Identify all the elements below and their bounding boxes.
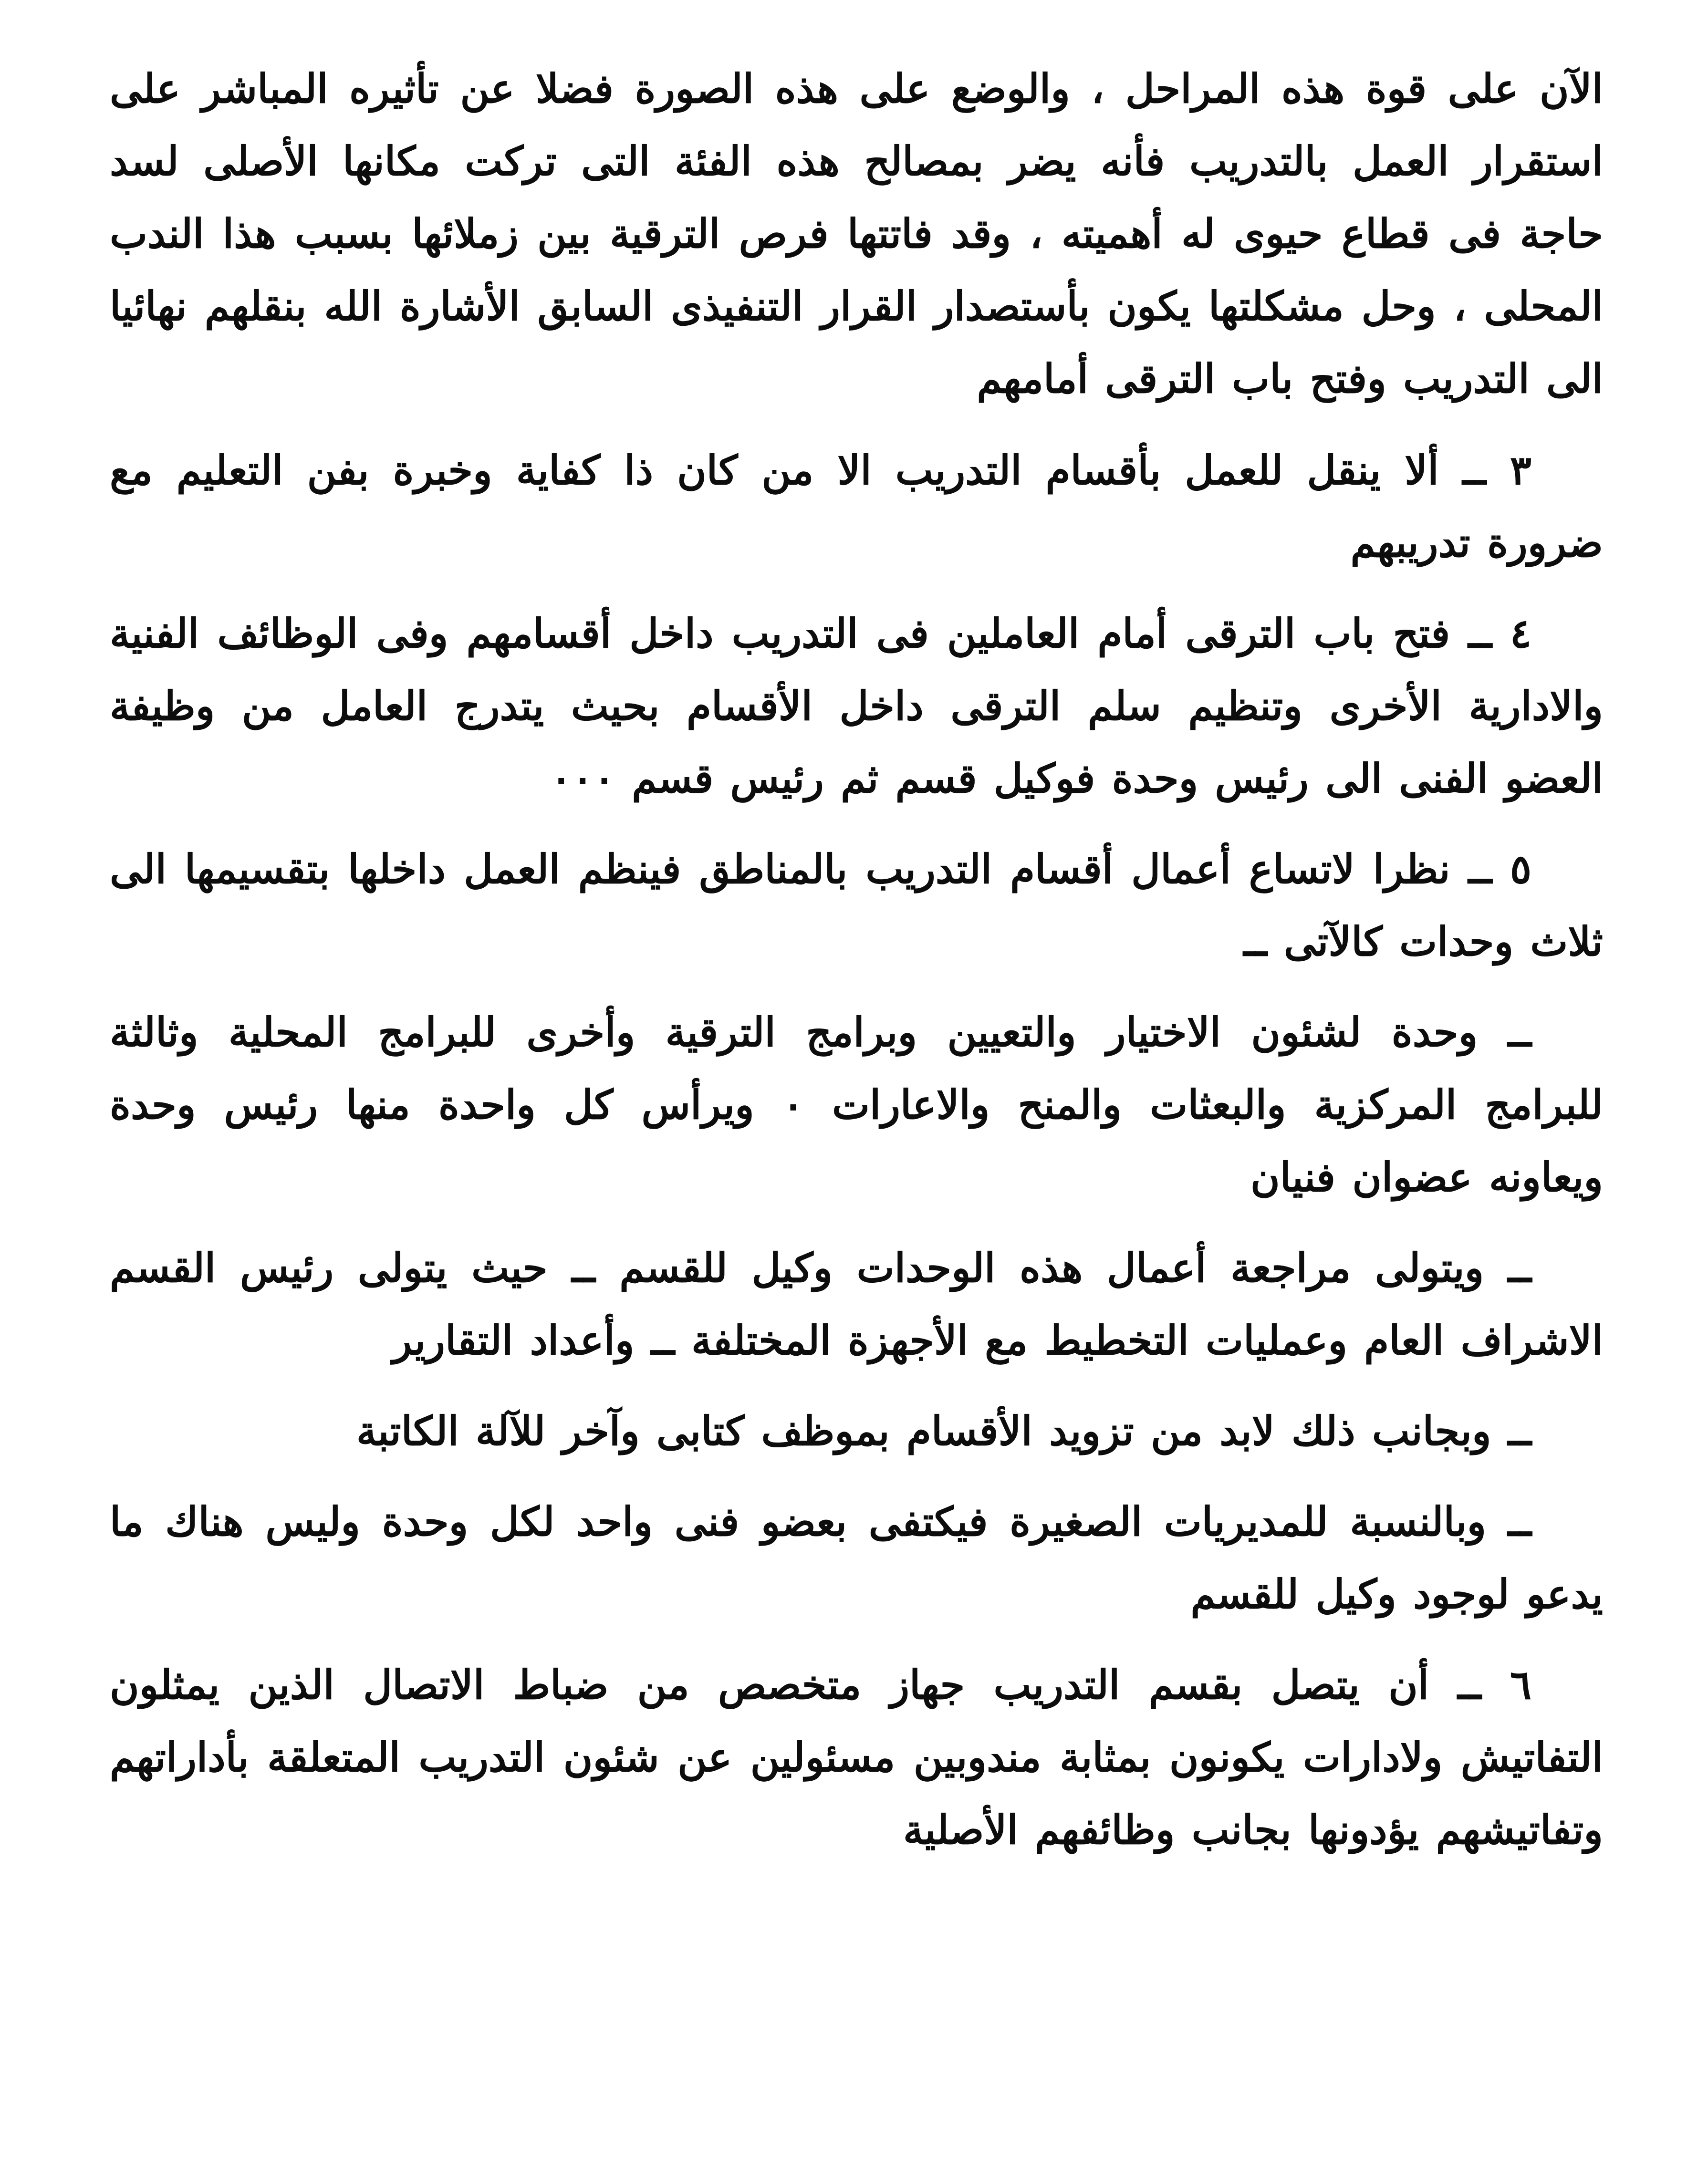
paragraph-continuation: الآن على قوة هذه المراحل ، والوضع على هذه الصورة فضلا عن تأثيره المباشر على استقرار العمل بالتدريب فأنه يضر بمصالح هذه الفئة التى تركت مكانها الأصلى لسد حاجة فى قطاع حيوى له أهميته ، وقد فاتتها فرص الترقية بين زملائها بسبب هذا الندب المحلى ، وحل مشكلتها يكون بأستصدار القرار التنفيذى السابق الأشارة الله بنقلهم نهائيا الى التدريب وفتح باب الترقى أمامهم <box>110 65 1603 402</box>
paragraph-item-4: ٤ ــ فتح باب الترقى أمام العاملين فى التدريب داخل أقسامهم وفى الوظائف الفنية والادارية الأخرى وتنظيم سلم الترقى داخل الأقسام بحيث يتدرج العامل من وظيفة العضو الفنى الى رئيس وحدة فوكيل قسم ثم رئيس قسم ٠٠٠ <box>110 610 1603 802</box>
paragraph-item-5-units: ــ وحدة لشئون الاختيار والتعيين وبرامج الترقية وأخرى للبرامج المحلية وثالثة للبرامج المركزية والبعثات والمنح والاعارات ٠ ويرأس كل واحدة منها رئيس وحدة ويعاونه عضوان فنيان <box>110 1008 1603 1201</box>
paragraph-item-3: ٣ ــ ألا ينقل للعمل بأقسام التدريب الا من كان ذا كفاية وخبرة بفن التعليم مع ضرورة تدريبهم <box>110 447 1603 566</box>
document-page <box>110 52 1603 2142</box>
paragraph-item-5-staff: ــ وبجانب ذلك لابد من تزويد الأقسام بموظف كتابى وآخر للآلة الكاتبة <box>356 1407 1531 1454</box>
paragraph-item-6: ٦ ــ أن يتصل بقسم التدريب جهاز متخصص من ضباط الاتصال الذين يمثلون التفاتيش ولادارات يكونون بمثابة مندوبين مسئولين عن شئون التدريب المتعلقة بأداراتهم وتفاتيشهم يؤدونها بجانب وظائفهم الأصلية <box>110 1661 1603 1853</box>
paragraph-item-5-review: ــ ويتولى مراجعة أعمال هذه الوحدات وكيل للقسم ــ حيث يتولى رئيس القسم الاشراف العام وعمليات التخطيط مع الأجهزة المختلفة ــ وأعداد التقارير <box>110 1244 1603 1364</box>
paragraph-item-5-small-directorates: ــ وبالنسبة للمديريات الصغيرة فيكتفى بعضو فنى واحد لكل وحدة وليس هناك ما يدعو لوجود وكيل للقسم <box>110 1498 1603 1618</box>
paragraph-item-5: ٥ ــ نظرا لاتساع أعمال أقسام التدريب بالمناطق فينظم العمل داخلها بتقسيمها الى ثلاث وحدات كالآتى ــ <box>110 845 1603 965</box>
